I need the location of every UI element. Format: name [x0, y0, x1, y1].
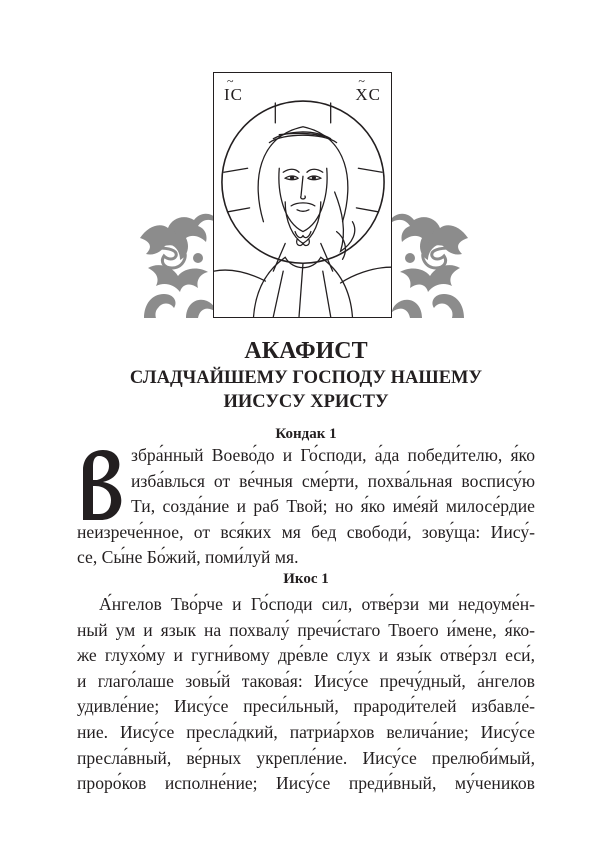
- ikos-heading: Икос 1: [283, 571, 329, 587]
- text-line: проро́ков исполне́ние; Иису́се преди́вный, му́чеников: [77, 773, 535, 794]
- text-line: А́нгелов Тво́рче и Го́споди сил, отве́рзи ми недоуме́н-: [99, 594, 535, 614]
- text-line: изба́влься от ве́чныя сме́рти, похва́льная воспису́ю: [131, 470, 535, 491]
- text-line: неизрече́нное, от вся́ких мя бед свободи́, зову́ща: Иису́-: [77, 521, 535, 542]
- text-line: пресла́вный, ве́рных укрепле́ние. Иису́се прелюби́мый,: [77, 747, 535, 768]
- text-line: се, Сы́не Бо́жий, поми́луй мя.: [77, 547, 299, 568]
- kondak-text: [77, 443, 535, 571]
- xc-monogram: ~ XC: [355, 85, 381, 105]
- subtitle-line-2: ИИСУСУ ХРИСТУ: [223, 392, 389, 412]
- text-line: удивле́ние; Иису́се преси́льный, прароди́телей избавле́-: [77, 696, 535, 717]
- text-line: же глухо́му и гугни́вому дре́вле слух и язы́к отве́рзл еси́,: [77, 645, 535, 666]
- text-line: збра́нный Воево́до и Го́споди, а́да победи́телю, я́ко: [131, 445, 535, 465]
- text-line: ние. Иису́се пресла́дкий, патриа́рхов велича́ние; Иису́се: [77, 721, 535, 742]
- ic-monogram: ~ IC: [224, 85, 243, 105]
- akathist-title: АКАФИСТ: [244, 338, 368, 364]
- kondak-heading: Кондак 1: [275, 426, 337, 442]
- floral-ornament-left: [138, 208, 216, 318]
- icon-of-christ: [213, 72, 392, 318]
- text-line: Ти, созда́ние и раб Твой; но я́ко име́яй милосе́рдие: [131, 496, 535, 517]
- ikos-text: [77, 592, 535, 797]
- subtitle-line-1: СЛАДЧАЙШЕМУ ГОСПОДУ НАШЕМУ: [129, 368, 483, 388]
- text-line: ный ум и язык на похвалу́ пречи́стаго Твоего и́мене, я́ко-: [77, 619, 535, 640]
- floral-ornament-right: [392, 208, 470, 318]
- text-line: и глаго́лаше зовы́й такова́я: Иису́се пречу́дный, а́нгелов: [77, 670, 535, 691]
